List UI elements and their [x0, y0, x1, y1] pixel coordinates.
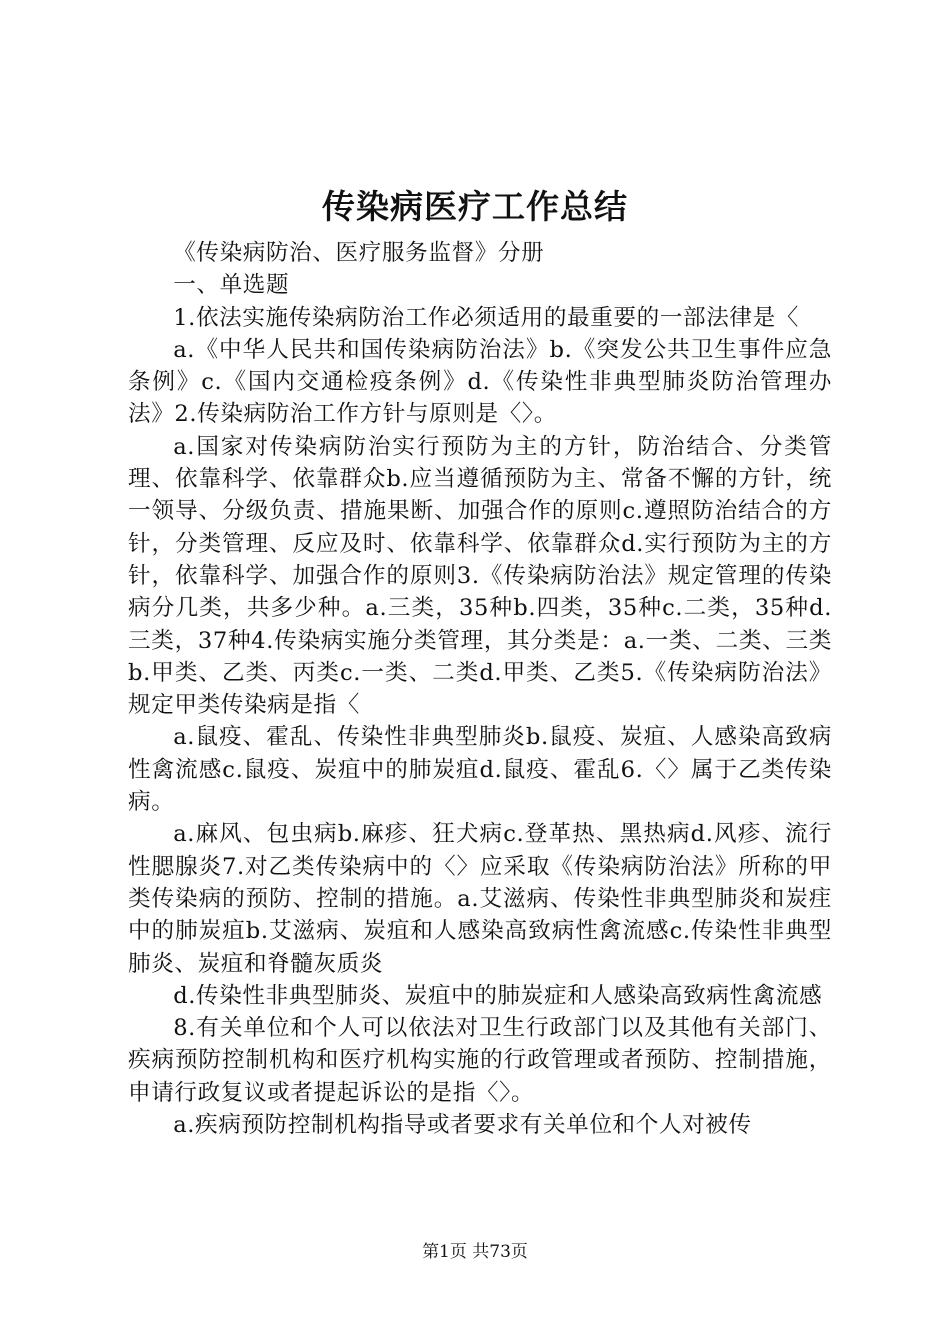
page-number-footer: 第1页 共73页: [422, 1242, 528, 1262]
paragraph: 8.有关单位和个人可以依法对卫生行政部门以及其他有关部门、疾病预防控制机构和医疗机构实施的行政管理或者预防、控制措施，申请行政复议或者提起诉讼的是指〈〉。: [128, 1015, 832, 1106]
document-body: [128, 237, 832, 1141]
paragraph: d.传染性非典型肺炎、炭疽中的肺炭症和人感染高致病性禽流感: [173, 982, 823, 1009]
paragraph: a.《中华人民共和国传染病防治法》b.《突发公共卫生事件应急条例》c.《国内交通检疫条例》d.《传染性非典型肺炎防治管理办法》2.传染病防治工作方针与原则是〈〉。: [128, 336, 832, 428]
paragraph: 一、单选题: [173, 272, 290, 299]
document-title: 传染病医疗工作总结: [322, 187, 628, 226]
paragraph: 1.依法实施传染病防治工作必须适用的最重要的一部法律是〈: [173, 304, 799, 331]
paragraph: a.疾病预防控制机构指导或者要求有关单位和个人对被传: [173, 1112, 752, 1139]
paragraph: a.鼠疫、霍乱、传染性非典型肺炎b.鼠疫、炭疽、人感染高致病性禽流感c.鼠疫、炭疽中的肺炭疽d.鼠疫、霍乱6.〈〉属于乙类传染病。: [128, 724, 832, 816]
paragraph: a.麻风、包虫病b.麻疹、狂犬病c.登革热、黑热病d.风疹、流行性腮腺炎7.对乙类传染病中的〈〉应采取《传染病防治法》所称的甲类传染病的预防、控制的措施。a.艾滋病、传染性非典型肺炎和炭疰中的肺炭疽b.艾滋病、炭疽和人感染高致病性禽流感c.传染性非典型肺炎、炭疽和脊髓灰质炎: [128, 821, 832, 977]
paragraph: 《传染病防治、医疗服务监督》分册: [173, 240, 545, 266]
paragraph: a.国家对传染病防治实行预防为主的方针，防治结合、分类管理、依靠科学、依靠群众b.应当遵循预防为主、常备不懈的方针，统一领导、分级负责、措施果断、加强合作的原则c.遵照防治结合的方针，分类管理、反应及时、依靠科学、依靠群众d.实行预防为主的方针，依靠科学、加强合作的原则3.《传染病防治法》规定管理的传染病分几类，共多少种。a.三类，35种b.四类，35种c.二类，35种d.三类，37种4.传染病实施分类管理，其分类是：a.一类、二类、三类b.甲类、乙类、丙类c.一类、二类d.甲类、乙类5.《传染病防治法》规定甲类传染病是指〈: [128, 433, 832, 719]
